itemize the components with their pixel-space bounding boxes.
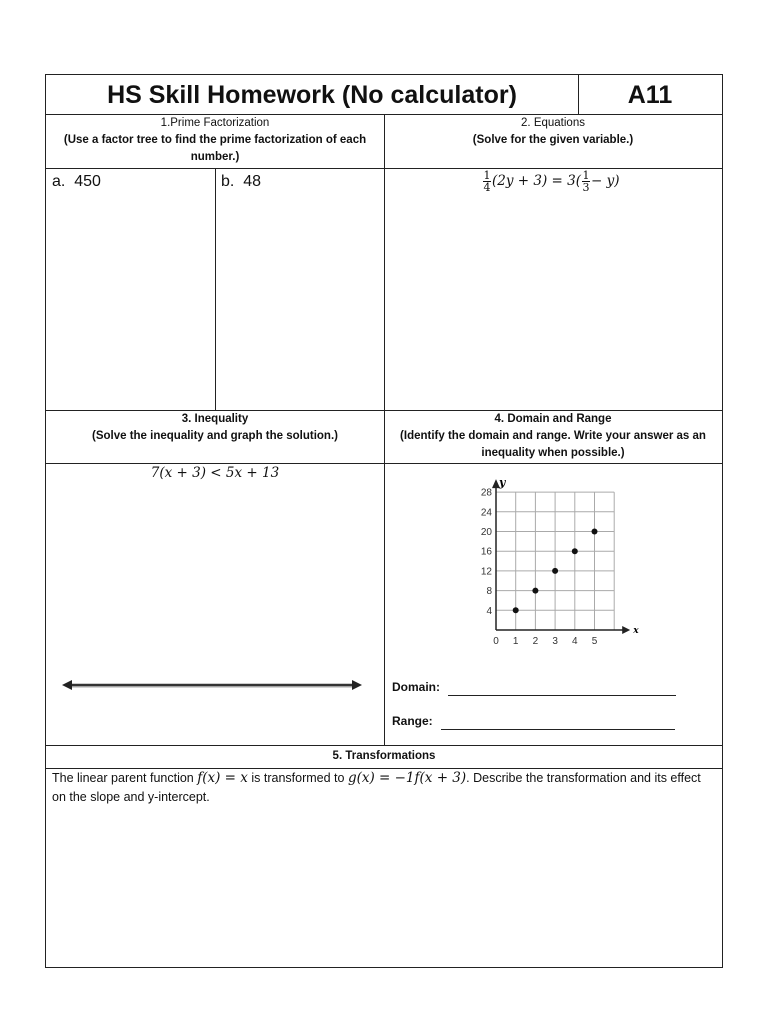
section-1-instructions: (Use a factor tree to find the prime factorization of each number.) <box>63 134 367 163</box>
part-b-label <box>221 173 261 191</box>
part-b-number: 48 <box>243 173 262 190</box>
y-tick-label: 28 <box>480 487 492 499</box>
domain-answer <box>392 678 676 696</box>
equation <box>482 170 619 193</box>
x-tick-label: 4 <box>572 636 578 647</box>
section-5-prompt <box>52 769 718 807</box>
divider <box>46 745 722 746</box>
section-1-heading <box>48 115 382 166</box>
divider <box>215 168 216 410</box>
equation-end: − y) <box>590 173 620 189</box>
domain-input[interactable] <box>448 683 676 696</box>
section-3-instructions: (Solve the inequality and graph the solution.) <box>92 430 338 442</box>
transformed-function: g(x) = −1f(x + 3) <box>347 770 467 786</box>
section-4-instructions: (Identify the domain and range. Write your answer as an inequality when possible.) <box>400 430 706 459</box>
section-4-heading <box>386 411 720 462</box>
prompt-text: The linear parent function <box>52 771 198 785</box>
data-point <box>552 568 558 574</box>
inequality: 7(x + 3) < 5x + 13 <box>150 465 280 481</box>
section-3-heading <box>48 411 382 445</box>
fraction-one-fourth: $\frac{1}{4}$ <box>483 169 491 194</box>
section-4-title: 4. Domain and Range <box>494 413 612 425</box>
part-a-number: 450 <box>74 173 101 190</box>
section-5-heading: 5. Transformations <box>332 750 436 762</box>
y-axis-label: y <box>499 476 506 490</box>
page-title: HS Skill Homework (No calculator) <box>107 81 517 109</box>
domain-label: Domain: <box>392 680 440 694</box>
x-tick-label: 3 <box>552 636 558 647</box>
number-line <box>60 675 364 695</box>
section-2-instructions: (Solve for the given variable.) <box>472 134 634 146</box>
x-axis-label: x <box>633 626 639 636</box>
y-tick-label: 20 <box>480 527 492 538</box>
data-point <box>572 548 578 554</box>
x-axis-arrow <box>622 626 630 634</box>
number-line-right-arrow <box>352 680 362 690</box>
fraction-one-third: $\frac{1}{3}$ <box>582 169 590 194</box>
section-2-title: 2. Equations <box>521 117 585 129</box>
part-a-letter: a. <box>52 173 66 190</box>
prompt-text: is transformed to <box>247 771 348 785</box>
divider <box>46 463 722 464</box>
x-tick-label: 2 <box>532 636 539 647</box>
part-a-label <box>52 173 101 191</box>
equation-middle: (2y + 3) = 3( <box>492 173 581 189</box>
section-3-title: 3. Inequality <box>181 413 249 425</box>
domain-range-graph <box>466 465 639 650</box>
y-tick-label: 4 <box>486 605 492 617</box>
assignment-code: A11 <box>627 81 673 109</box>
y-tick-label: 16 <box>480 546 492 558</box>
homework-sheet <box>45 74 723 968</box>
range-input[interactable] <box>441 717 675 730</box>
y-tick-label: 24 <box>480 507 492 519</box>
x-tick-label: 1 <box>512 636 519 647</box>
y-tick-label: 12 <box>480 566 492 578</box>
x-tick-label: 5 <box>591 636 598 647</box>
y-tick-label: 8 <box>486 586 492 598</box>
data-point <box>513 607 519 613</box>
number-line-left-arrow <box>62 680 72 690</box>
parent-function: f(x) = x <box>197 770 248 786</box>
data-point <box>532 588 538 594</box>
divider <box>384 114 385 745</box>
x-tick-label: 0 <box>493 636 499 647</box>
prompt-text: . Describe the transformation and its effect on the slope and y-intercept. <box>52 771 701 804</box>
section-2-heading <box>386 115 720 149</box>
range-answer <box>392 712 675 730</box>
data-point <box>592 529 598 535</box>
range-label: Range: <box>392 714 433 728</box>
section-1-title: 1.Prime Factorization <box>160 117 270 129</box>
part-b-letter: b. <box>221 173 235 190</box>
